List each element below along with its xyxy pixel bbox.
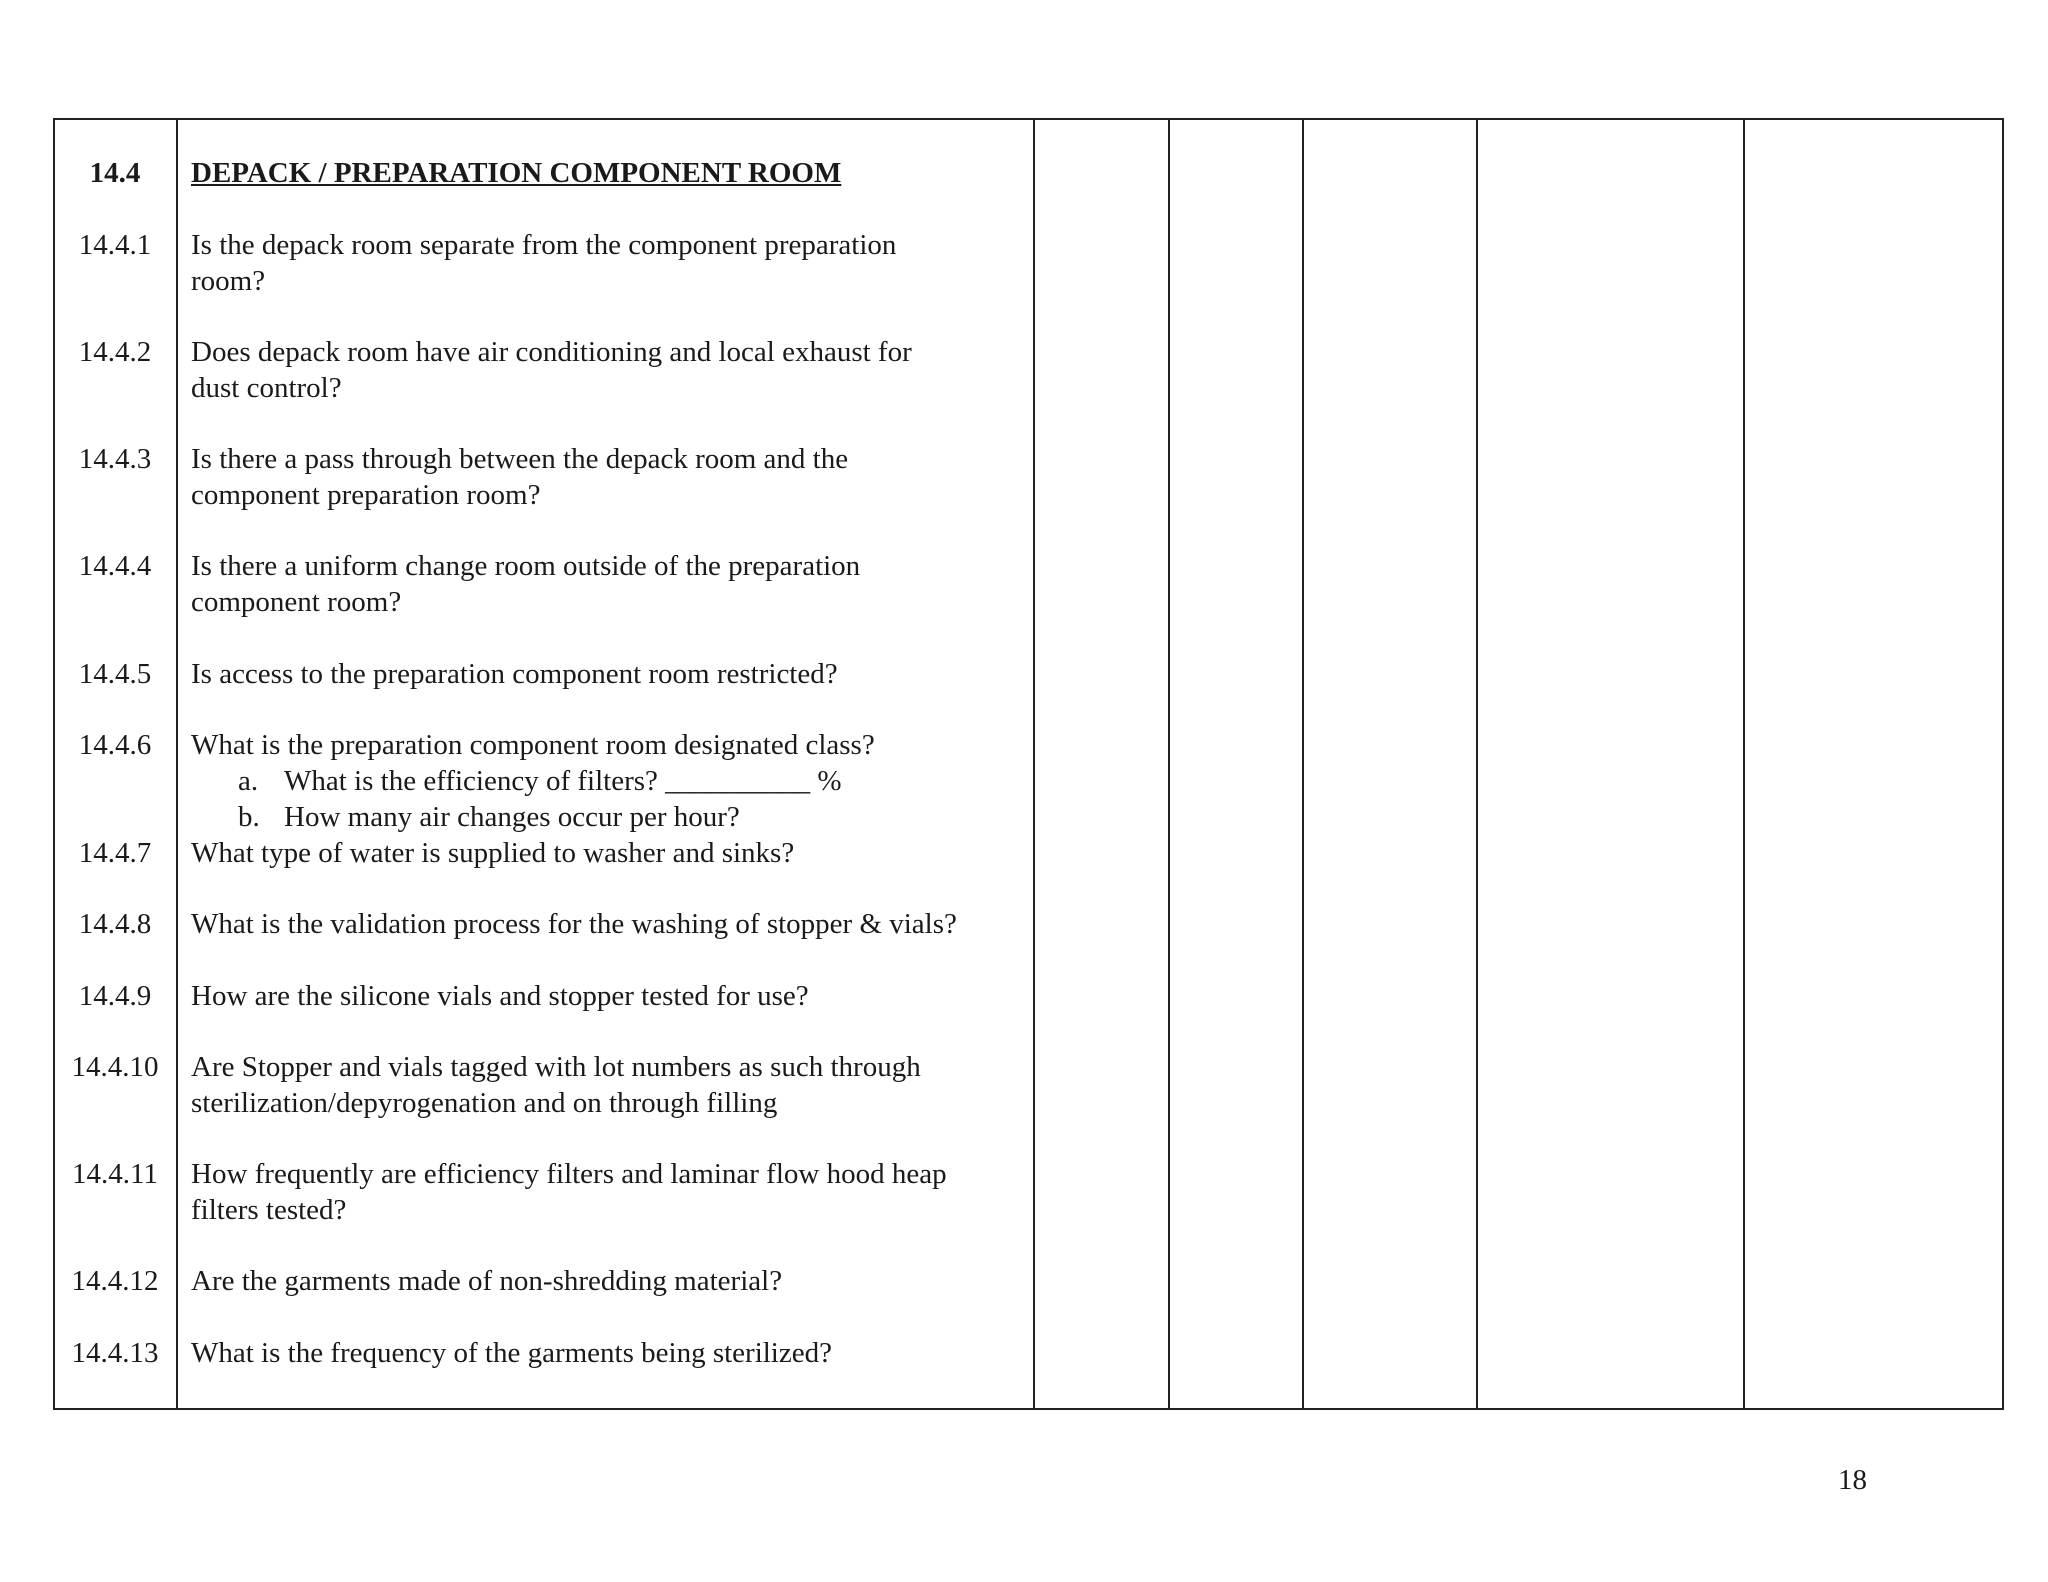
question-line: What is the validation process for the washing of stopper & vials? (191, 908, 957, 940)
question-text (191, 906, 1051, 942)
question-number: 14.4.1 (78, 229, 152, 261)
question-number: 14.4.3 (78, 443, 152, 475)
question-text (191, 656, 1031, 692)
question-line: Is the depack room separate from the component preparation (191, 229, 897, 261)
question-text (191, 548, 1031, 620)
question-line: What is the preparation component room designated class? (191, 729, 875, 761)
question-number: 14.4.9 (78, 980, 152, 1012)
section-number: 14.4 (89, 157, 141, 189)
question-number: 14.4.6 (78, 729, 152, 761)
question-text (191, 1263, 1031, 1299)
column-divider (1033, 118, 1035, 1410)
question-line: How frequently are efficiency filters and laminar flow hood heap (191, 1158, 947, 1190)
sub-item-letter: b. (238, 801, 260, 833)
column-divider (1168, 118, 1170, 1410)
question-number: 14.4.13 (71, 1337, 159, 1369)
question-text (191, 835, 1031, 871)
question-line: Is there a pass through between the depack room and the (191, 443, 849, 475)
question-number: 14.4.2 (78, 336, 152, 368)
question-number: 14.4.10 (71, 1051, 159, 1083)
question-line: sterilization/depyrogenation and on through filling (191, 1087, 778, 1119)
question-text (191, 1335, 1031, 1371)
question-text (191, 978, 1031, 1014)
question-number: 14.4.7 (78, 837, 152, 869)
question-line: Is there a uniform change room outside of the preparation (191, 550, 861, 582)
column-divider (1476, 118, 1478, 1410)
question-line: filters tested? (191, 1194, 347, 1226)
sub-item (238, 763, 842, 799)
question-line: component room? (191, 586, 402, 618)
question-number: 14.4.5 (78, 658, 152, 690)
question-line: component preparation room? (191, 479, 541, 511)
question-line: room? (191, 265, 266, 297)
question-number: 14.4.12 (71, 1265, 159, 1297)
question-number: 14.4.8 (78, 908, 152, 940)
question-number: 14.4.4 (78, 550, 152, 582)
question-number: 14.4.11 (72, 1158, 158, 1190)
sub-item (238, 799, 740, 835)
sub-item-letter: a. (238, 765, 259, 797)
question-text (191, 1156, 1031, 1228)
question-line: Is access to the preparation component room restricted? (191, 658, 838, 690)
column-divider (1743, 118, 1745, 1410)
question-line: Are Stopper and vials tagged with lot numbers as such through (191, 1051, 921, 1083)
column-divider (1302, 118, 1304, 1410)
question-text (191, 1049, 1031, 1121)
question-line: Are the garments made of non-shredding material? (191, 1265, 783, 1297)
question-text (191, 727, 1031, 763)
sub-item-text: How many air changes occur per hour? (284, 801, 740, 833)
question-text (191, 227, 1031, 299)
sub-item-text: What is the efficiency of filters? __________ % (284, 765, 842, 797)
section-title: DEPACK / PREPARATION COMPONENT ROOM (191, 157, 842, 189)
question-line: Does depack room have air conditioning and local exhaust for (191, 336, 912, 368)
question-line: What is the frequency of the garments being sterilized? (191, 1337, 832, 1369)
question-line: What type of water is supplied to washer and sinks? (191, 837, 795, 869)
column-divider (176, 118, 178, 1410)
page-number: 18 (1838, 1464, 1867, 1496)
question-text (191, 334, 1031, 406)
question-line: How are the silicone vials and stopper tested for use? (191, 980, 809, 1012)
question-text (191, 441, 1031, 513)
question-line: dust control? (191, 372, 342, 404)
